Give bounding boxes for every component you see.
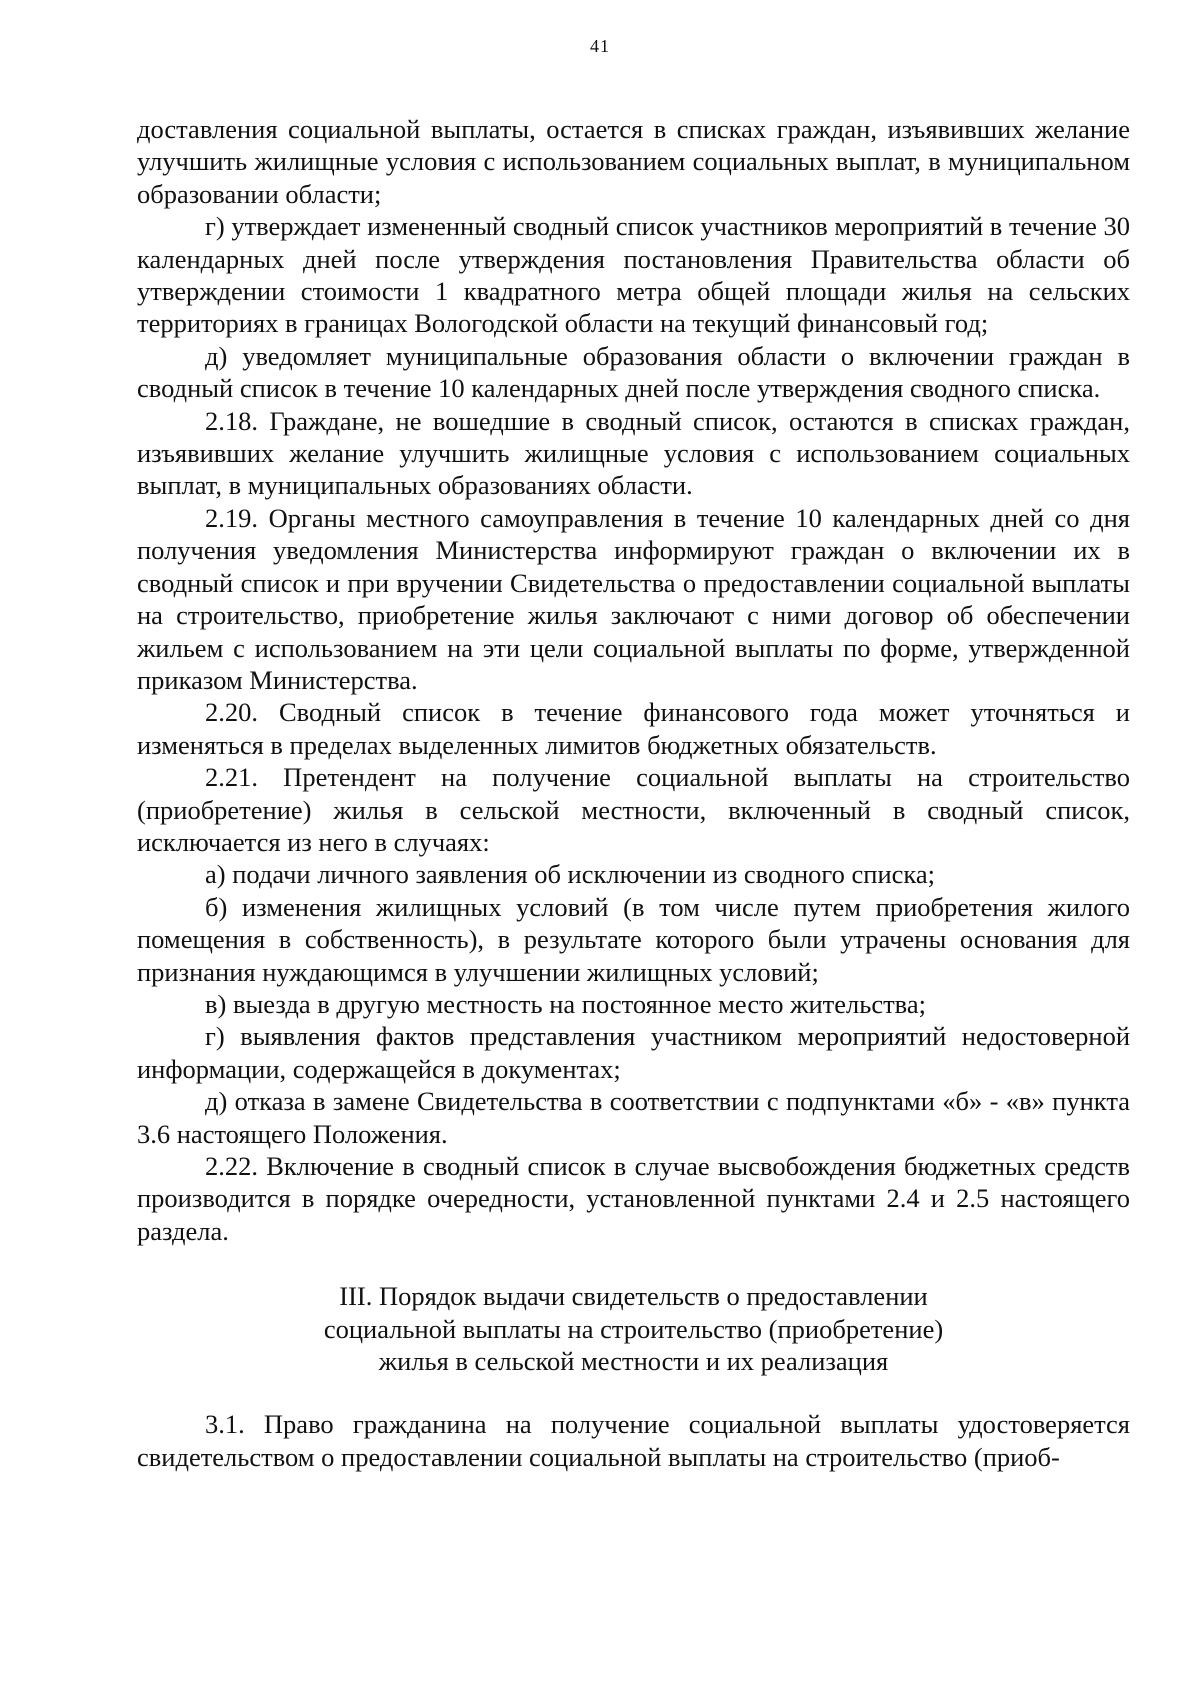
paragraph-2-21-a: а) подачи личного заявления об исключении из сводного списка; <box>205 859 935 890</box>
section-heading <box>137 1280 1130 1377</box>
paragraph-subitem-g: г) утверждает измененный сводный список участников мероприятий в течение 30 календарных дней после утверждения постановления Правительства области об утверждении стоимости 1 квадратного метра общей площади жилья на сельских территориях в границах Вологодской области на текущий финансовый год; <box>137 211 1130 339</box>
paragraph-2-21-g: г) выявления фактов представления участником мероприятий недостоверной информации, содержащейся в документах; <box>137 1021 1130 1084</box>
section-heading-line-3: жилья в сельской местности и их реализация <box>378 1346 889 1377</box>
paragraph-subitem-d: д) уведомляет муниципальные образования области о включении граждан в сводный список в течение 10 календарных дней после утверждения сводного списка. <box>137 340 1130 404</box>
paragraph-2-18: 2.18. Граждане, не вошедшие в сводный список, остаются в списках граждан, изъявивших желание улучшить жилищные условия с использованием социальных выплат, в муниципальных образованиях области. <box>137 405 1130 501</box>
paragraph-2-19: 2.19. Органы местного самоуправления в течение 10 календарных дней со дня получения уведомления Министерства информируют граждан о включении их в сводный список и при вручении Свидетельства о предоставлении социальной выплаты на строительство, приобретение жилья заключают с ними договор об обеспечении жильем с использованием на эти цели социальной выплаты по форме, утвержденной приказом Министерства. <box>137 502 1130 695</box>
paragraph-2-20: 2.20. Сводный список в течение финансового года может уточняться и изменяться в пределах выделенных лимитов бюджетных обязательств. <box>137 697 1130 760</box>
paragraph-continuation: доставления социальной выплаты, остается в списках граждан, изъявивших желание улучшить жилищные условия с использованием социальных выплат, в муниципальном образовании области; <box>137 114 1130 209</box>
section-heading-line-1: III. Порядок выдачи свидетельств о предоставлении <box>339 1281 928 1312</box>
document-body <box>137 113 1130 1473</box>
section-heading-line-2: социальной выплаты на строительство (приобретение) <box>323 1313 944 1344</box>
paragraph-2-21-d: д) отказа в замене Свидетельства в соответствии с подпунктами «б» - «в» пункта 3.6 настоящего Положения. <box>137 1086 1130 1149</box>
paragraph-2-21: 2.21. Претендент на получение социальной выплаты на строительство (приобретение) жилья в сельской местности, включенный в сводный список, исключается из него в случаях: <box>137 762 1130 857</box>
paragraph-2-21-v: в) выезда в другую местность на постоянное место жительства; <box>205 988 926 1019</box>
page-number: 41 <box>590 36 610 56</box>
paragraph-3-1: 3.1. Право гражданина на получение социальной выплаты удостоверяется свидетельством о предоставлении социальной выплаты на строительство (приоб- <box>137 1409 1130 1472</box>
paragraph-2-22: 2.22. Включение в сводный список в случае высвобождения бюджетных средств производится в порядке очередности, установленной пунктами 2.4 и 2.5 настоящего раздела. <box>137 1151 1130 1246</box>
paragraph-2-21-b: б) изменения жилищных условий (в том числе путем приобретения жилого помещения в собственность), в результате которого были утрачены основания для признания нуждающимся в улучшении жилищных условий; <box>137 891 1130 987</box>
